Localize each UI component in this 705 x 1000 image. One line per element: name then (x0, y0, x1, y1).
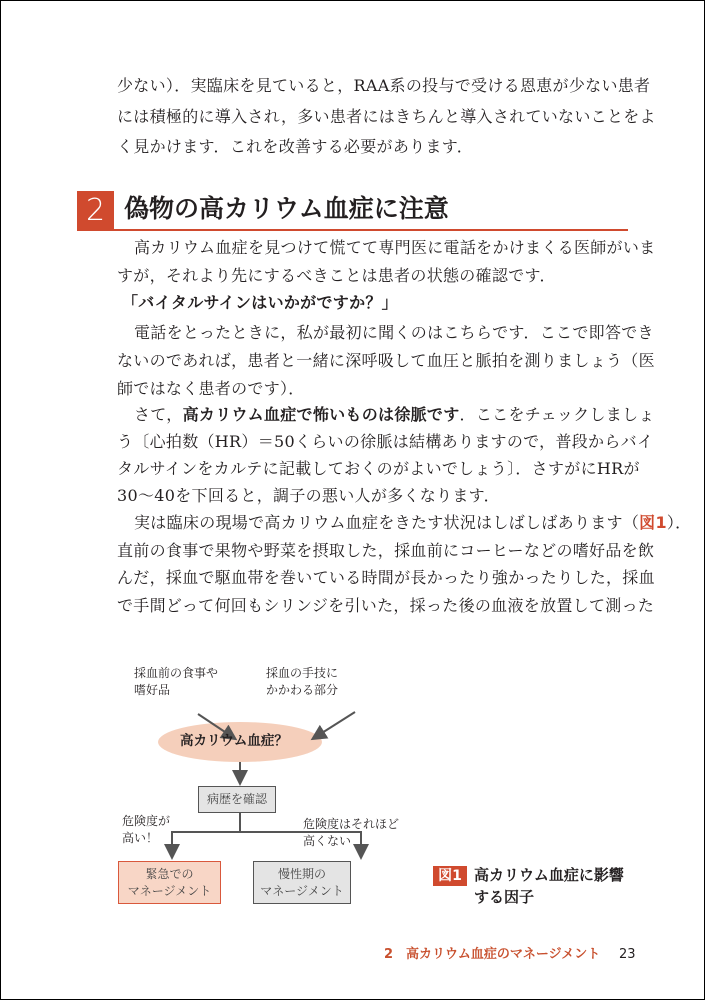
emphasis-text: 高カリウム血症で怖いものは徐脈です (182, 405, 460, 424)
chronic-management-box: 慢性期の マネージメント (253, 861, 351, 904)
figure-caption: 高カリウム血症に影響 する因子 (474, 866, 624, 906)
input-label-meal: 採血前の食事や 嗜好品 (134, 666, 219, 697)
body-text-line: ないのであれば，患者と一緒に深呼吸して血圧と脈拍を測りましょう（医 (117, 351, 655, 370)
body-text-line: 直前の食事で果物や野菜を摂取した，採血前にコーヒーなどの嗜好品を飲 (117, 541, 655, 560)
figure-reference-link[interactable]: 図1 (639, 513, 667, 532)
branch-lines (172, 812, 240, 856)
body-text-line: には積極的に導入され，多い患者にはきちんと導入されていないことをよ (117, 107, 656, 126)
body-text-line: 高カリウム血症を見つけて慌てて専門医に電話をかけまくる医師がいま (134, 238, 656, 257)
body-text-line: 少ない）．実臨床を見ていると，RAA系の投与で受ける恩恵が少ない患者 (117, 76, 651, 95)
body-text-line: 電話をとったときに，私が最初に聞くのはこちらです．ここで即答でき (134, 323, 654, 342)
body-text-line: く見かけます．これを改善する必要があります． (117, 137, 474, 156)
page-number: 23 (619, 947, 636, 962)
hyperkalemia-label: 高カリウム血症？ (180, 733, 288, 749)
text: さて， (134, 405, 183, 424)
risk-low-label: 危険度はそれほど 高くない (303, 817, 400, 848)
vital-sign-quote: 「バイタルサインはいかがですか？」 (122, 293, 398, 312)
body-text-line: う〔心拍数（HR）＝50くらいの徐脈は結構ありますので，普段からバイ (117, 432, 654, 451)
body-text-line: 30〜40を下回ると，調子の悪い人が多くなります． (117, 486, 500, 505)
figure-caption-tag: 図1 (433, 866, 467, 886)
footer-chapter-title: 2 高カリウム血症のマネージメント (384, 947, 601, 962)
text: ．ここをチェックしましょ (459, 405, 655, 424)
body-text-line: 師ではなく患者のです）． (117, 379, 305, 398)
text: 実は臨床の現場で高カリウム血症をきたす状況はしばしばあります（ (134, 513, 640, 532)
risk-high-label: 危険度が 高い！ (122, 814, 171, 845)
check-history-box: 病歴を確認 (198, 786, 276, 813)
section-number: 2 (77, 191, 114, 231)
input-label-technique: 採血の手技に かかわる部分 (266, 666, 339, 697)
body-text-line: んだ，採血で駆血帯を巻いている時間が長かったり強かったりした，採血 (117, 568, 655, 587)
body-text-line: で手間どって何回もシリンジを引いた，採った後の血液を放置して測った (117, 596, 655, 615)
urgent-management-box: 緊急での マネージメント (118, 861, 221, 904)
text: ）． (666, 513, 692, 532)
section-title: 偽物の高カリウム血症に注意 (124, 194, 449, 223)
arrow-right-input (314, 712, 355, 738)
body-text-line: タルサインをカルテに記載しておくのがよいでしょう〕．さすがにHRが (117, 459, 640, 478)
body-text-line: すが，それより先にするべきことは患者の状態の確認です． (117, 266, 556, 285)
